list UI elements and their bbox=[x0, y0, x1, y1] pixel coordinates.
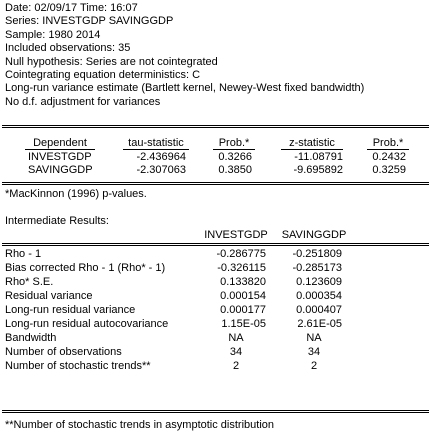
row-label: Residual variance bbox=[5, 290, 93, 302]
cell-savinggdp: 34 bbox=[307, 346, 321, 358]
cell-z: -9.695892 bbox=[293, 164, 343, 176]
header-line-variance-estimate: Long-run variance estimate (Bartlett kernel, Newey-West fixed bandwidth) bbox=[5, 82, 365, 95]
cell-savinggdp: 2.61E-05 bbox=[297, 318, 342, 330]
cell-dependent: INVESTGDP bbox=[28, 151, 92, 163]
footnote-stochastic-trends: **Number of stochastic trends in asymptotic distribution bbox=[5, 419, 275, 431]
cell-investgdp: 0.000177 bbox=[220, 304, 266, 316]
cell-tau: -2.436964 bbox=[136, 151, 186, 163]
footnote-mackinnon: *MacKinnon (1996) p-values. bbox=[5, 188, 147, 200]
row-label: Long-run residual autocovariance bbox=[5, 318, 169, 330]
cell-tau-prob: 0.3266 bbox=[218, 151, 252, 163]
cell-investgdp: 2 bbox=[232, 360, 240, 372]
cell-investgdp: -0.286775 bbox=[216, 248, 266, 260]
col-tau-prob: Prob.* bbox=[213, 137, 255, 150]
cell-investgdp: NA bbox=[228, 332, 244, 344]
cell-investgdp: 1.15E-05 bbox=[221, 318, 266, 330]
row-label: Rho* S.E. bbox=[5, 276, 54, 288]
row-label: Bandwidth bbox=[5, 332, 57, 344]
row-label: Bias corrected Rho - 1 (Rho* - 1) bbox=[5, 262, 166, 274]
table-bottom-rule bbox=[2, 182, 429, 185]
cell-z-prob: 0.3259 bbox=[372, 164, 406, 176]
cell-dependent: SAVINGGDP bbox=[28, 164, 93, 176]
header-line-series: Series: INVESTGDP SAVINGGDP bbox=[5, 15, 174, 28]
cell-savinggdp: 0.123609 bbox=[296, 276, 342, 288]
cell-savinggdp: NA bbox=[306, 332, 322, 344]
cell-investgdp: -0.326115 bbox=[217, 262, 266, 274]
row-label: Number of observations bbox=[5, 346, 122, 358]
col-savinggdp: SAVINGGDP bbox=[281, 229, 347, 241]
cell-savinggdp: -0.285173 bbox=[292, 262, 342, 274]
cell-investgdp: 0.000154 bbox=[220, 290, 266, 302]
header-line-sample: Sample: 1980 2014 bbox=[5, 28, 101, 41]
header-line-date: Date: 02/09/17 Time: 16:07 bbox=[5, 2, 138, 14]
intermediate-top-rule bbox=[2, 243, 429, 246]
cell-investgdp: 34 bbox=[229, 346, 243, 358]
header-line-null-hypothesis: Null hypothesis: Series are not cointegrated bbox=[5, 55, 218, 68]
cell-tau: -2.307063 bbox=[136, 164, 186, 176]
cell-tau-prob: 0.3850 bbox=[218, 164, 252, 176]
cell-z: -11.08791 bbox=[294, 151, 343, 163]
output-header bbox=[5, 2, 364, 109]
cell-savinggdp: 2 bbox=[310, 360, 318, 372]
col-tau-statistic: tau-statistic bbox=[123, 137, 189, 150]
col-dependent: Dependent bbox=[25, 137, 95, 150]
cell-savinggdp: -0.251809 bbox=[292, 248, 342, 260]
cell-z-prob: 0.2432 bbox=[372, 151, 406, 163]
col-investgdp: INVESTGDP bbox=[204, 229, 268, 241]
header-line-observations: Included observations: 35 bbox=[5, 42, 131, 55]
header-line-df-adjustment: No d.f. adjustment for variances bbox=[5, 95, 161, 108]
header-line-deterministics: Cointegrating equation deterministics: C bbox=[5, 69, 201, 82]
row-label: Rho - 1 bbox=[5, 248, 42, 260]
col-z-prob: Prob.* bbox=[367, 137, 409, 150]
cell-savinggdp: 0.000407 bbox=[296, 304, 342, 316]
row-label: Number of stochastic trends** bbox=[5, 360, 151, 372]
cell-savinggdp: 0.000354 bbox=[296, 290, 342, 302]
row-label: Long-run residual variance bbox=[5, 304, 136, 316]
col-z-statistic: z-statistic bbox=[281, 137, 343, 150]
table-top-rule bbox=[2, 125, 429, 128]
intermediate-bottom-rule bbox=[2, 410, 429, 413]
intermediate-title: Intermediate Results: bbox=[5, 215, 109, 227]
cell-investgdp: 0.133820 bbox=[220, 276, 266, 288]
